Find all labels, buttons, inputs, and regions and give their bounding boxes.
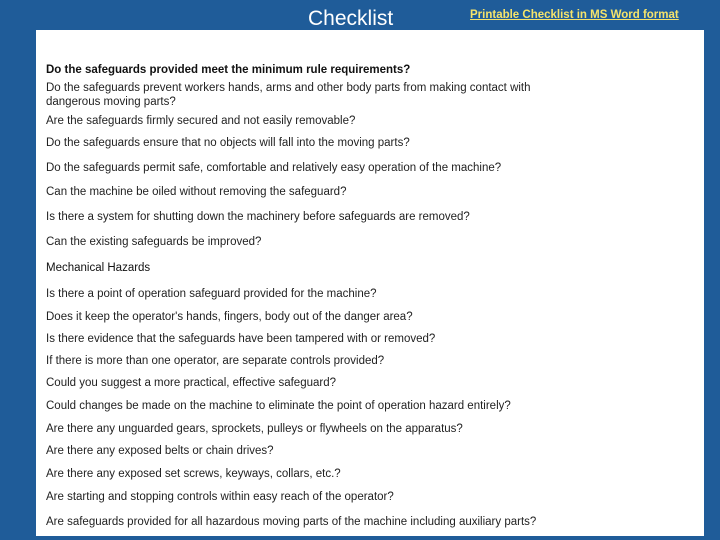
checklist-item: Are the safeguards firmly secured and not easily removable? — [46, 115, 356, 127]
checklist-item: Is there evidence that the safeguards have been tampered with or removed? — [46, 333, 436, 345]
page-title: Checklist — [308, 7, 394, 30]
checklist-item: Do the safeguards ensure that no objects will fall into the moving parts? — [46, 137, 410, 149]
checklist-heading: Do the safeguards provided meet the minimum rule requirements? — [46, 64, 411, 76]
printable-checklist-link[interactable]: Printable Checklist in MS Word format — [470, 9, 679, 21]
checklist-item: Are starting and stopping controls within easy reach of the operator? — [46, 491, 394, 503]
checklist-item: Can the machine be oiled without removing the safeguard? — [46, 186, 347, 198]
section-heading-mechanical-hazards: Mechanical Hazards — [46, 262, 151, 274]
checklist-item: If there is more than one operator, are separate controls provided? — [46, 355, 385, 367]
checklist-item: Could you suggest a more practical, effective safeguard? — [46, 377, 337, 389]
checklist-item: Do the safeguards permit safe, comfortable and relatively easy operation of the machine? — [46, 162, 502, 174]
checklist-item: Are there any unguarded gears, sprockets, pulleys or flywheels on the apparatus? — [46, 423, 463, 435]
checklist-item: Could changes be made on the machine to eliminate the point of operation hazard entirely? — [46, 400, 511, 412]
checklist-item: Are safeguards provided for all hazardous moving parts of the machine including auxiliary parts? — [46, 516, 537, 528]
checklist-item: Are there any exposed set screws, keyways, collars, etc.? — [46, 468, 341, 480]
checklist-item: Is there a point of operation safeguard provided for the machine? — [46, 288, 377, 300]
checklist-panel — [36, 30, 704, 536]
checklist-item: Are there any exposed belts or chain drives? — [46, 445, 274, 457]
checklist-item: Do the safeguards prevent workers hands, arms and other body parts from making contact with dangerous moving parts? — [46, 82, 531, 108]
checklist-item: Can the existing safeguards be improved? — [46, 236, 262, 248]
checklist-item: Does it keep the operator's hands, fingers, body out of the danger area? — [46, 311, 413, 323]
header — [0, 0, 720, 30]
checklist-item: Is there a system for shutting down the machinery before safeguards are removed? — [46, 211, 470, 223]
